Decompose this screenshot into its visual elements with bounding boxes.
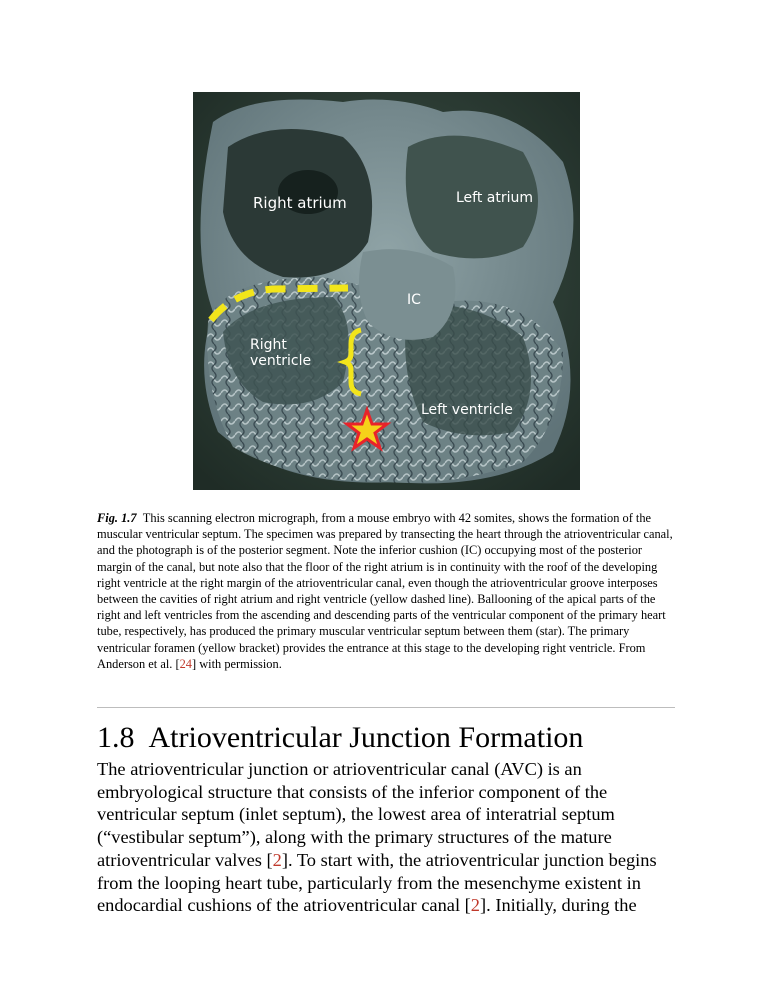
sem-micrograph-figure: [193, 92, 580, 490]
label-right-ventricle-line2: ventricle: [250, 353, 312, 369]
section-number: 1.8: [97, 721, 135, 754]
label-right-ventricle-line1: Right: [250, 337, 287, 353]
citation-link-2b[interactable]: 2: [470, 895, 480, 916]
section-title: Atrioventricular Junction Formation: [148, 721, 584, 754]
micrograph-image: [193, 92, 580, 490]
label-ic: IC: [407, 292, 421, 308]
caption-text: This scanning electron micrograph, from a mouse embryo with 42 somites, shows the formation of the muscular ventricular septum. The specimen was prepared by transecting the heart through the atrioventricular canal, and the photograph is of the posterior segment. Note the inferior cushion (IC) occupying most of the posterior margin of the canal, but note also that the floor of the right atrium is in continuity with the roof of the developing right ventricle at the right margin of the atrioventricular canal, even though the atrioventricular groove interposes between the cavities of right atrium and right ventricle (yellow dashed line). Ballooning of the apical parts of the right and left ventricles from the ascending and descending parts of the ventricular component of the primary heart tube, respectively, has produced the primary muscular ventricular septum between them (star). The primary ventricular foramen (yellow bracket) provides the entrance at this stage to the developing right ventricle. From Anderson et al. [: [97, 511, 673, 671]
caption-text-end: ] with permission.: [191, 656, 282, 671]
body-text-2: ]. To start with, the atrioventricular junction begins from the looping heart tube, particularly from the mesenchyme existent in endocardial cushions of the atrioventricular canal [: [97, 849, 657, 916]
body-text-1: The atrioventricular junction or atrioventricular canal (AVC) is an embryological structure that consists of the inferior component of the ventricular septum (inlet septum), the lowest area of interatrial septum (“vestibular septum”), along with the primary structures of the mature atrioventricular valves [: [97, 759, 615, 870]
section-heading: [97, 718, 583, 758]
figure-caption: [97, 510, 677, 672]
section-divider: [97, 707, 675, 708]
citation-link-24[interactable]: 24: [179, 656, 192, 671]
figure-label: Fig. 1.7: [97, 511, 137, 525]
body-paragraph: [97, 758, 677, 917]
citation-link-2a[interactable]: 2: [272, 849, 282, 870]
label-right-atrium: Right atrium: [253, 194, 347, 212]
body-text-3: ]. Initially, during the: [480, 895, 637, 916]
label-left-atrium: Left atrium: [456, 190, 534, 206]
label-left-ventricle: Left ventricle: [421, 402, 513, 418]
